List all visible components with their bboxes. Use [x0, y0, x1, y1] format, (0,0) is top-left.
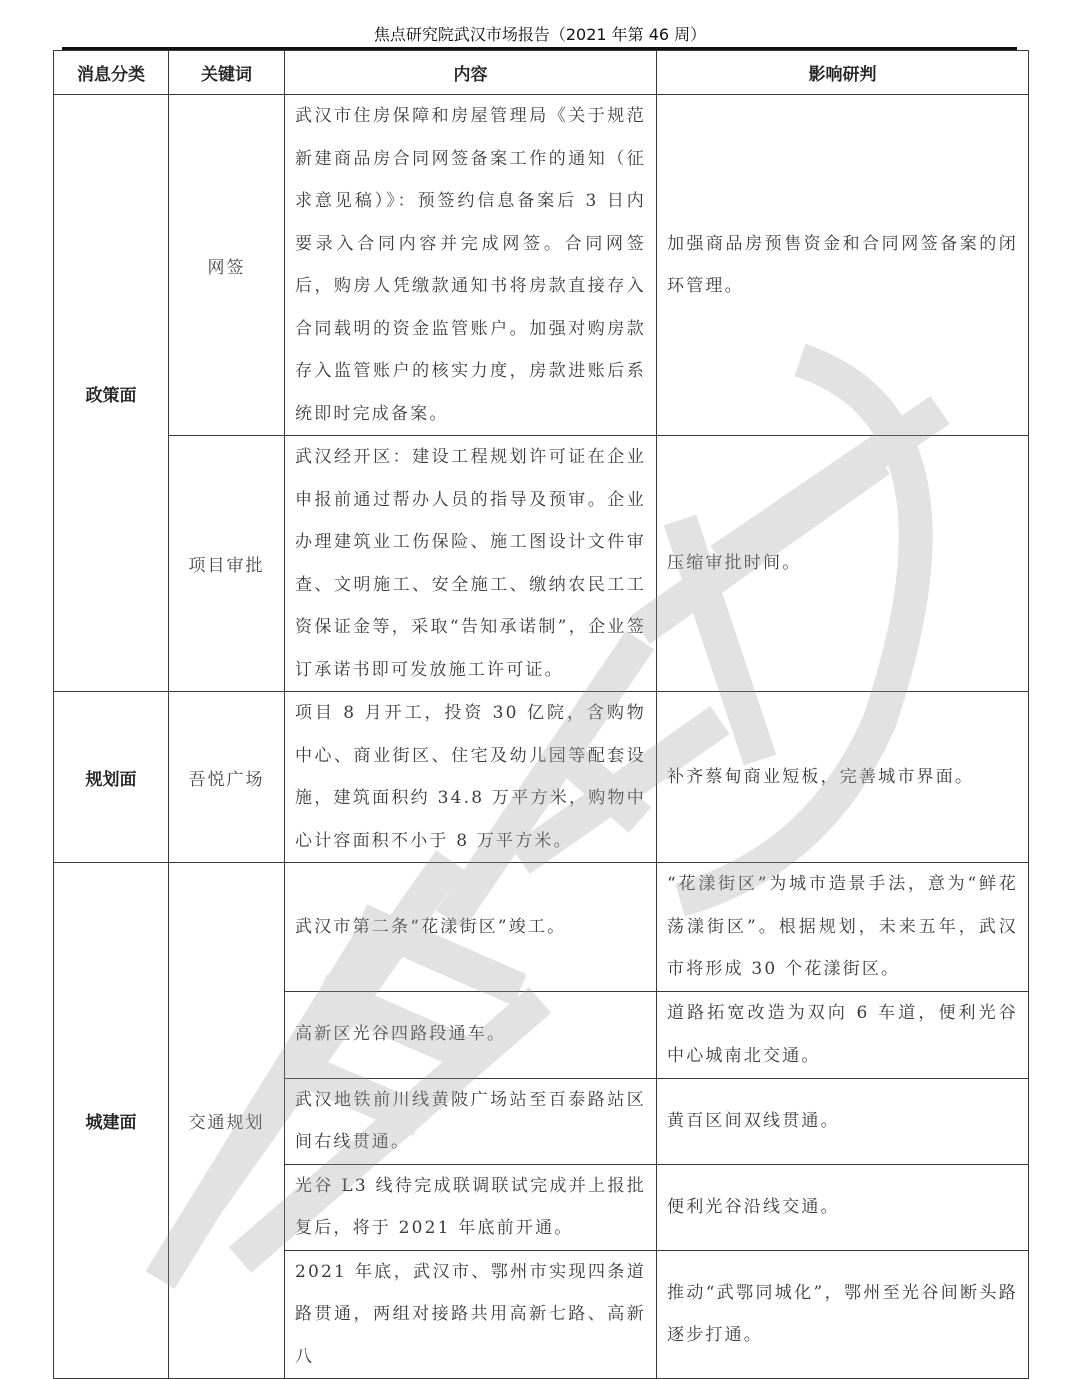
content-cell: 武汉市第二条“花漾街区”竣工。	[285, 863, 657, 992]
impact-cell: 黄百区间双线贯通。	[657, 1078, 1029, 1164]
header-content: 内容	[285, 51, 657, 95]
header-impact: 影响研判	[657, 51, 1029, 95]
content-cell: 高新区光谷四路段通车。	[285, 991, 657, 1078]
content-cell: 光谷 L3 线待完成联调联试完成并上报批复后，将于 2021 年底前开通。	[285, 1164, 657, 1250]
keyword-cell: 网签	[169, 95, 285, 436]
table-row	[54, 436, 1029, 692]
impact-cell: 压缩审批时间。	[657, 436, 1029, 692]
keyword-cell: 项目审批	[169, 436, 285, 692]
table-header-row	[54, 51, 1029, 95]
content-cell: 武汉市住房保障和房屋管理局《关于规范新建商品房合同网签备案工作的通知（征求意见稿）》：预签约信息备案后 3 日内要录入合同内容并完成网签。合同网签后，购房人凭缴款通知书将房款直接存入合同载明的资金监管账户。加强对购房款存入监管账户的核实力度，房款进账后系统即时完成备案。	[285, 95, 657, 436]
document-title: 焦点研究院武汉市场报告（2021 年第 46 周）	[373, 25, 707, 44]
category-cell-construction: 城建面	[54, 863, 169, 1379]
impact-cell: 补齐蔡甸商业短板，完善城市界面。	[657, 692, 1029, 863]
impact-cell: 便利光谷沿线交通。	[657, 1164, 1029, 1250]
content-cell: 项目 8 月开工，投资 30 亿院，含购物中心、商业街区、住宅及幼儿园等配套设施，建筑面积约 34.8 万平方米，购物中心计容面积不小于 8 万平方米。	[285, 692, 657, 863]
content-cell: 武汉经开区：建设工程规划许可证在企业申报前通过帮办人员的指导及预审。企业办理建筑业工伤保险、施工图设计文件审查、文明施工、安全施工、缴纳农民工工资保证金等，采取“告知承诺制”，企业签订承诺书即可发放施工许可证。	[285, 436, 657, 692]
header-keyword: 关键词	[169, 51, 285, 95]
table-row	[54, 95, 1029, 436]
header-category: 消息分类	[54, 51, 169, 95]
impact-cell: “花漾街区”为城市造景手法，意为“鲜花荡漾街区”。根据规划，未来五年，武汉市将形成 30 个花漾街区。	[657, 863, 1029, 992]
content-cell: 武汉地铁前川线黄陂广场站至百泰路站区间右线贯通。	[285, 1078, 657, 1164]
category-cell-planning: 规划面	[54, 692, 169, 863]
category-cell-policy: 政策面	[54, 95, 169, 692]
content-cell: 2021 年底，武汉市、鄂州市实现四条道路贯通，两组对接路共用高新七路、高新八	[285, 1250, 657, 1379]
table-row	[54, 863, 1029, 992]
impact-cell: 加强商品房预售资金和合同网签备案的闭环管理。	[657, 95, 1029, 436]
keyword-cell: 交通规划	[169, 863, 285, 1379]
table-row	[54, 692, 1029, 863]
keyword-cell: 吾悦广场	[169, 692, 285, 863]
impact-cell: 道路拓宽改造为双向 6 车道，便利光谷中心城南北交通。	[657, 991, 1029, 1078]
report-table	[53, 50, 1029, 1379]
impact-cell: 推动“武鄂同城化”，鄂州至光谷间断头路逐步打通。	[657, 1250, 1029, 1379]
